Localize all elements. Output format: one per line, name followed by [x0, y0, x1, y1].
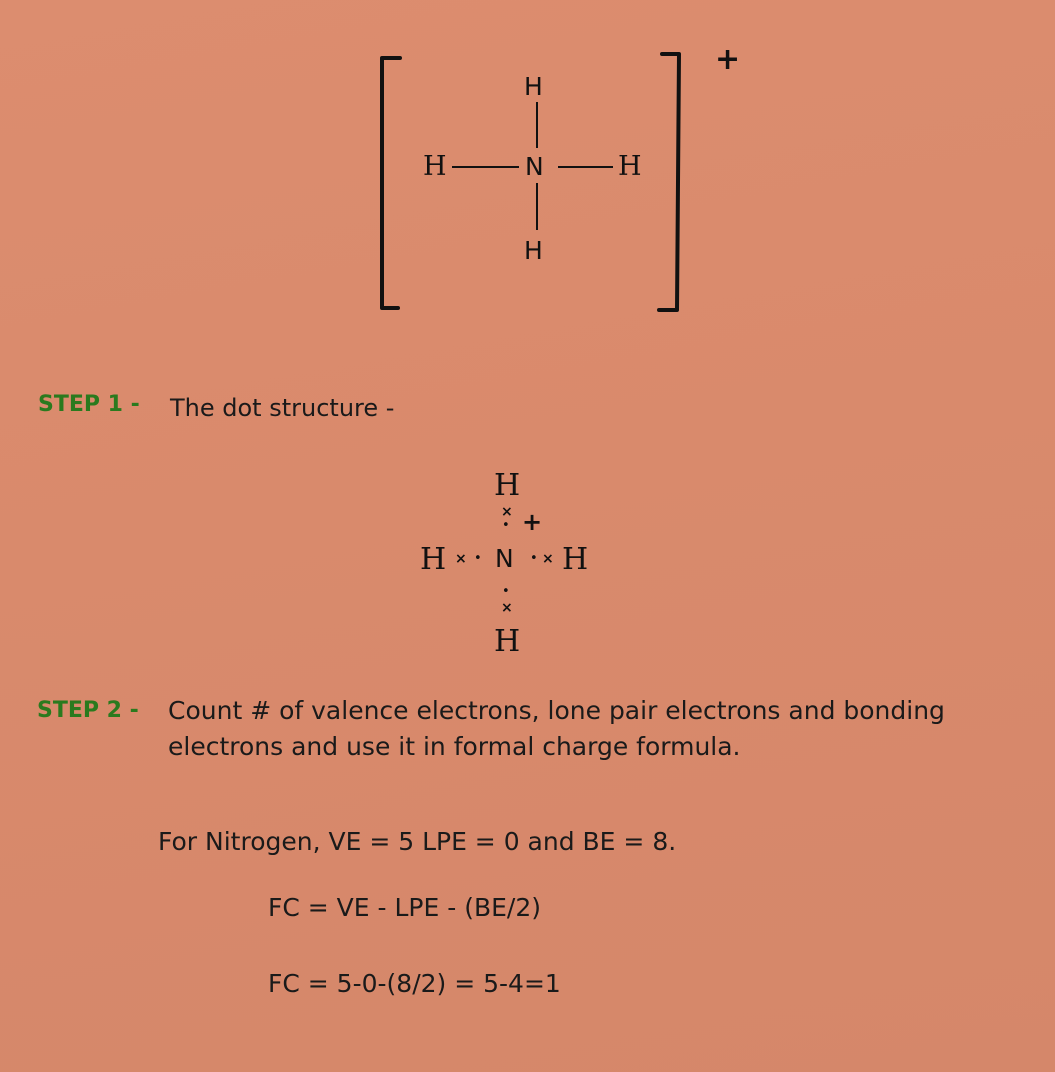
- general-formula-line: FC = VE - LPE - (BE/2): [268, 893, 541, 922]
- calculation-line: FC = 5-0-(8/2) = 5-4=1: [268, 969, 561, 998]
- dot-structure: [410, 468, 610, 658]
- dot-right-hydrogen: H: [562, 542, 589, 577]
- dot-bottom-cross: ×: [501, 600, 513, 616]
- right-hydrogen-label: H: [618, 151, 642, 182]
- dot-top-dot: •: [502, 518, 510, 533]
- dot-right-dot: •: [530, 551, 538, 566]
- dot-right-cross: ×: [542, 551, 554, 567]
- ion-charge-label: +: [715, 42, 741, 77]
- dot-charge-label: +: [522, 508, 543, 536]
- bottom-hydrogen-label: H: [524, 236, 543, 265]
- step2-line2: electrons and use it in formal charge formula.: [168, 732, 741, 761]
- left-hydrogen-label: H: [423, 151, 447, 182]
- lewis-structure: [370, 40, 760, 330]
- top-hydrogen-label: H: [524, 72, 543, 101]
- step1-text: The dot structure -: [170, 394, 395, 422]
- dot-top-cross: ×: [501, 504, 513, 520]
- dot-bottom-hydrogen: H: [494, 624, 521, 659]
- dot-left-hydrogen: H: [420, 542, 447, 577]
- dot-top-hydrogen: H: [494, 468, 521, 503]
- central-atom-label: N: [525, 152, 544, 181]
- step1-label: STEP 1 -: [38, 392, 140, 417]
- dot-left-cross: ×: [455, 551, 467, 567]
- dot-central-atom: N: [495, 544, 514, 573]
- dot-left-dot: •: [474, 551, 482, 566]
- step2-line1: Count # of valence electrons, lone pair electrons and bonding: [168, 696, 945, 725]
- step2-label: STEP 2 -: [37, 698, 139, 723]
- lewis-brackets-and-bonds: [370, 40, 760, 330]
- nitrogen-values-line: For Nitrogen, VE = 5 LPE = 0 and BE = 8.: [158, 827, 677, 856]
- dot-bottom-dot: •: [502, 584, 510, 599]
